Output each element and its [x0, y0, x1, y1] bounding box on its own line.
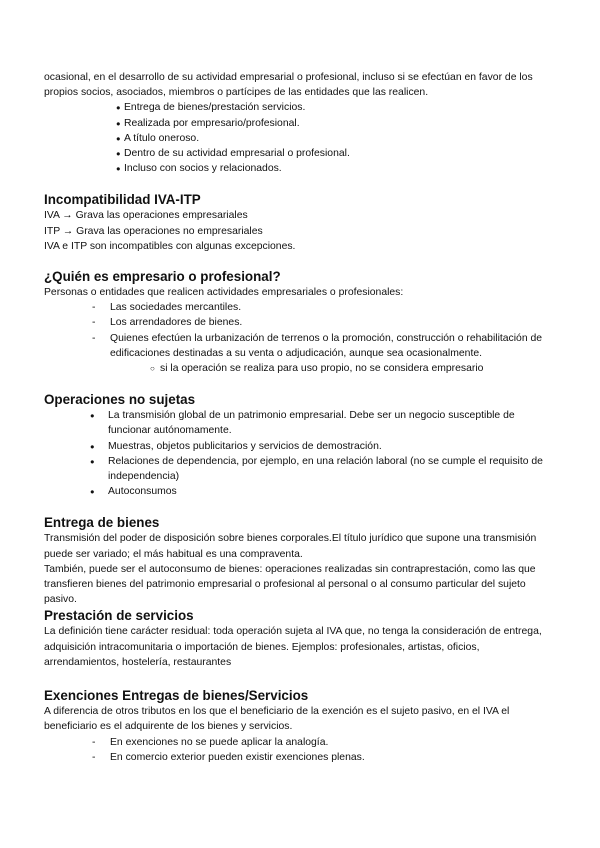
list-item: - Los arrendadores de bienes. [92, 315, 556, 330]
paragraph: La definición tiene carácter residual: toda operación sujeta al IVA que, no tenga la consideración de entrega, adquisición intracomunitaria o importación de bienes. Ejemplos: profesionales, artistas, oficios, arrendamientos, hostelería, restaurantes [44, 626, 542, 668]
list-item: - En comercio exterior pueden existir exenciones plenas. [92, 750, 556, 765]
paragraph: También, puede ser el autoconsumo de bienes: operaciones realizadas sin contraprestación, como las que transfieren bienes del patrimonio empresarial o profesional al personal o al consumo particular del sujeto pasivo. [44, 563, 536, 606]
list-item: ● Muestras, objetos publicitarios y servicios de demostración. [86, 439, 556, 454]
list-item: - Quienes efectúen la urbanización de terrenos o la promoción, construcción o rehabilitación de edificaciones destinadas a su venta o adjudicación, aunque sea ocasionalmente. [92, 331, 556, 361]
paragraph: A diferencia de otros tributos en los que el beneficiario de la exención es el sujeto pasivo, en el IVA el beneficiario es el adquirente de los bienes y servicios. [44, 706, 510, 733]
intro-paragraph: ocasional, en el desarrollo de su actividad empresarial o profesional, incluso si se efectúan en favor de los propios socios, asociados, miembros o partícipes de las entidades que las realicen. [44, 72, 533, 99]
no-sujetas-list [86, 408, 556, 499]
list-item: ● Autoconsumos [86, 484, 556, 499]
list-item: ● La transmisión global de un patrimonio empresarial. Debe ser un negocio susceptible de funcionar autónomamente. [86, 408, 556, 438]
section-heading-prestacion: Prestación de servicios [44, 608, 194, 624]
exenciones-list [92, 735, 556, 765]
document-page [44, 70, 556, 765]
list-item: - Las sociedades mercantiles. [92, 300, 556, 315]
empresario-sublist [150, 361, 556, 376]
intro-bullet-list [116, 100, 556, 176]
text-line: IVA e ITP son incompatibles con algunas excepciones. [44, 240, 296, 252]
section-heading-incompatibilidad: Incompatibilidad IVA-ITP [44, 192, 201, 208]
section-heading-no-sujetas: Operaciones no sujetas [44, 392, 196, 408]
list-item: ● Realizada por empresario/profesional. [116, 116, 556, 131]
text-line: IVA → Grava las operaciones empresariales [44, 210, 248, 222]
section-heading-empresario: ¿Quién es empresario o profesional? [44, 269, 281, 285]
section-heading-exenciones: Exenciones Entregas de bienes/Servicios [44, 688, 309, 704]
list-item: - En exenciones no se puede aplicar la analogía. [92, 735, 556, 750]
list-item: ● Entrega de bienes/prestación servicios. [116, 100, 556, 115]
section-heading-entrega: Entrega de bienes [44, 515, 160, 531]
list-item: ● Incluso con socios y relacionados. [116, 161, 556, 176]
list-item: ○ si la operación se realiza para uso propio, no se considera empresario [150, 361, 556, 376]
list-item: ● Relaciones de dependencia, por ejemplo, en una relación laboral (no se cumple el requisito de independencia) [86, 454, 556, 484]
section-intro: Personas o entidades que realicen actividades empresariales o profesionales: [44, 287, 404, 299]
list-item: ● Dentro de su actividad empresarial o profesional. [116, 146, 556, 161]
text-line: ITP → Grava las operaciones no empresariales [44, 225, 263, 237]
paragraph: Transmisión del poder de disposición sobre bienes corporales.El título jurídico que supone una transmisión puede ser variado; el más habitual es una compraventa. [44, 533, 537, 560]
list-item: ● A título oneroso. [116, 131, 556, 146]
empresario-list [92, 300, 556, 361]
